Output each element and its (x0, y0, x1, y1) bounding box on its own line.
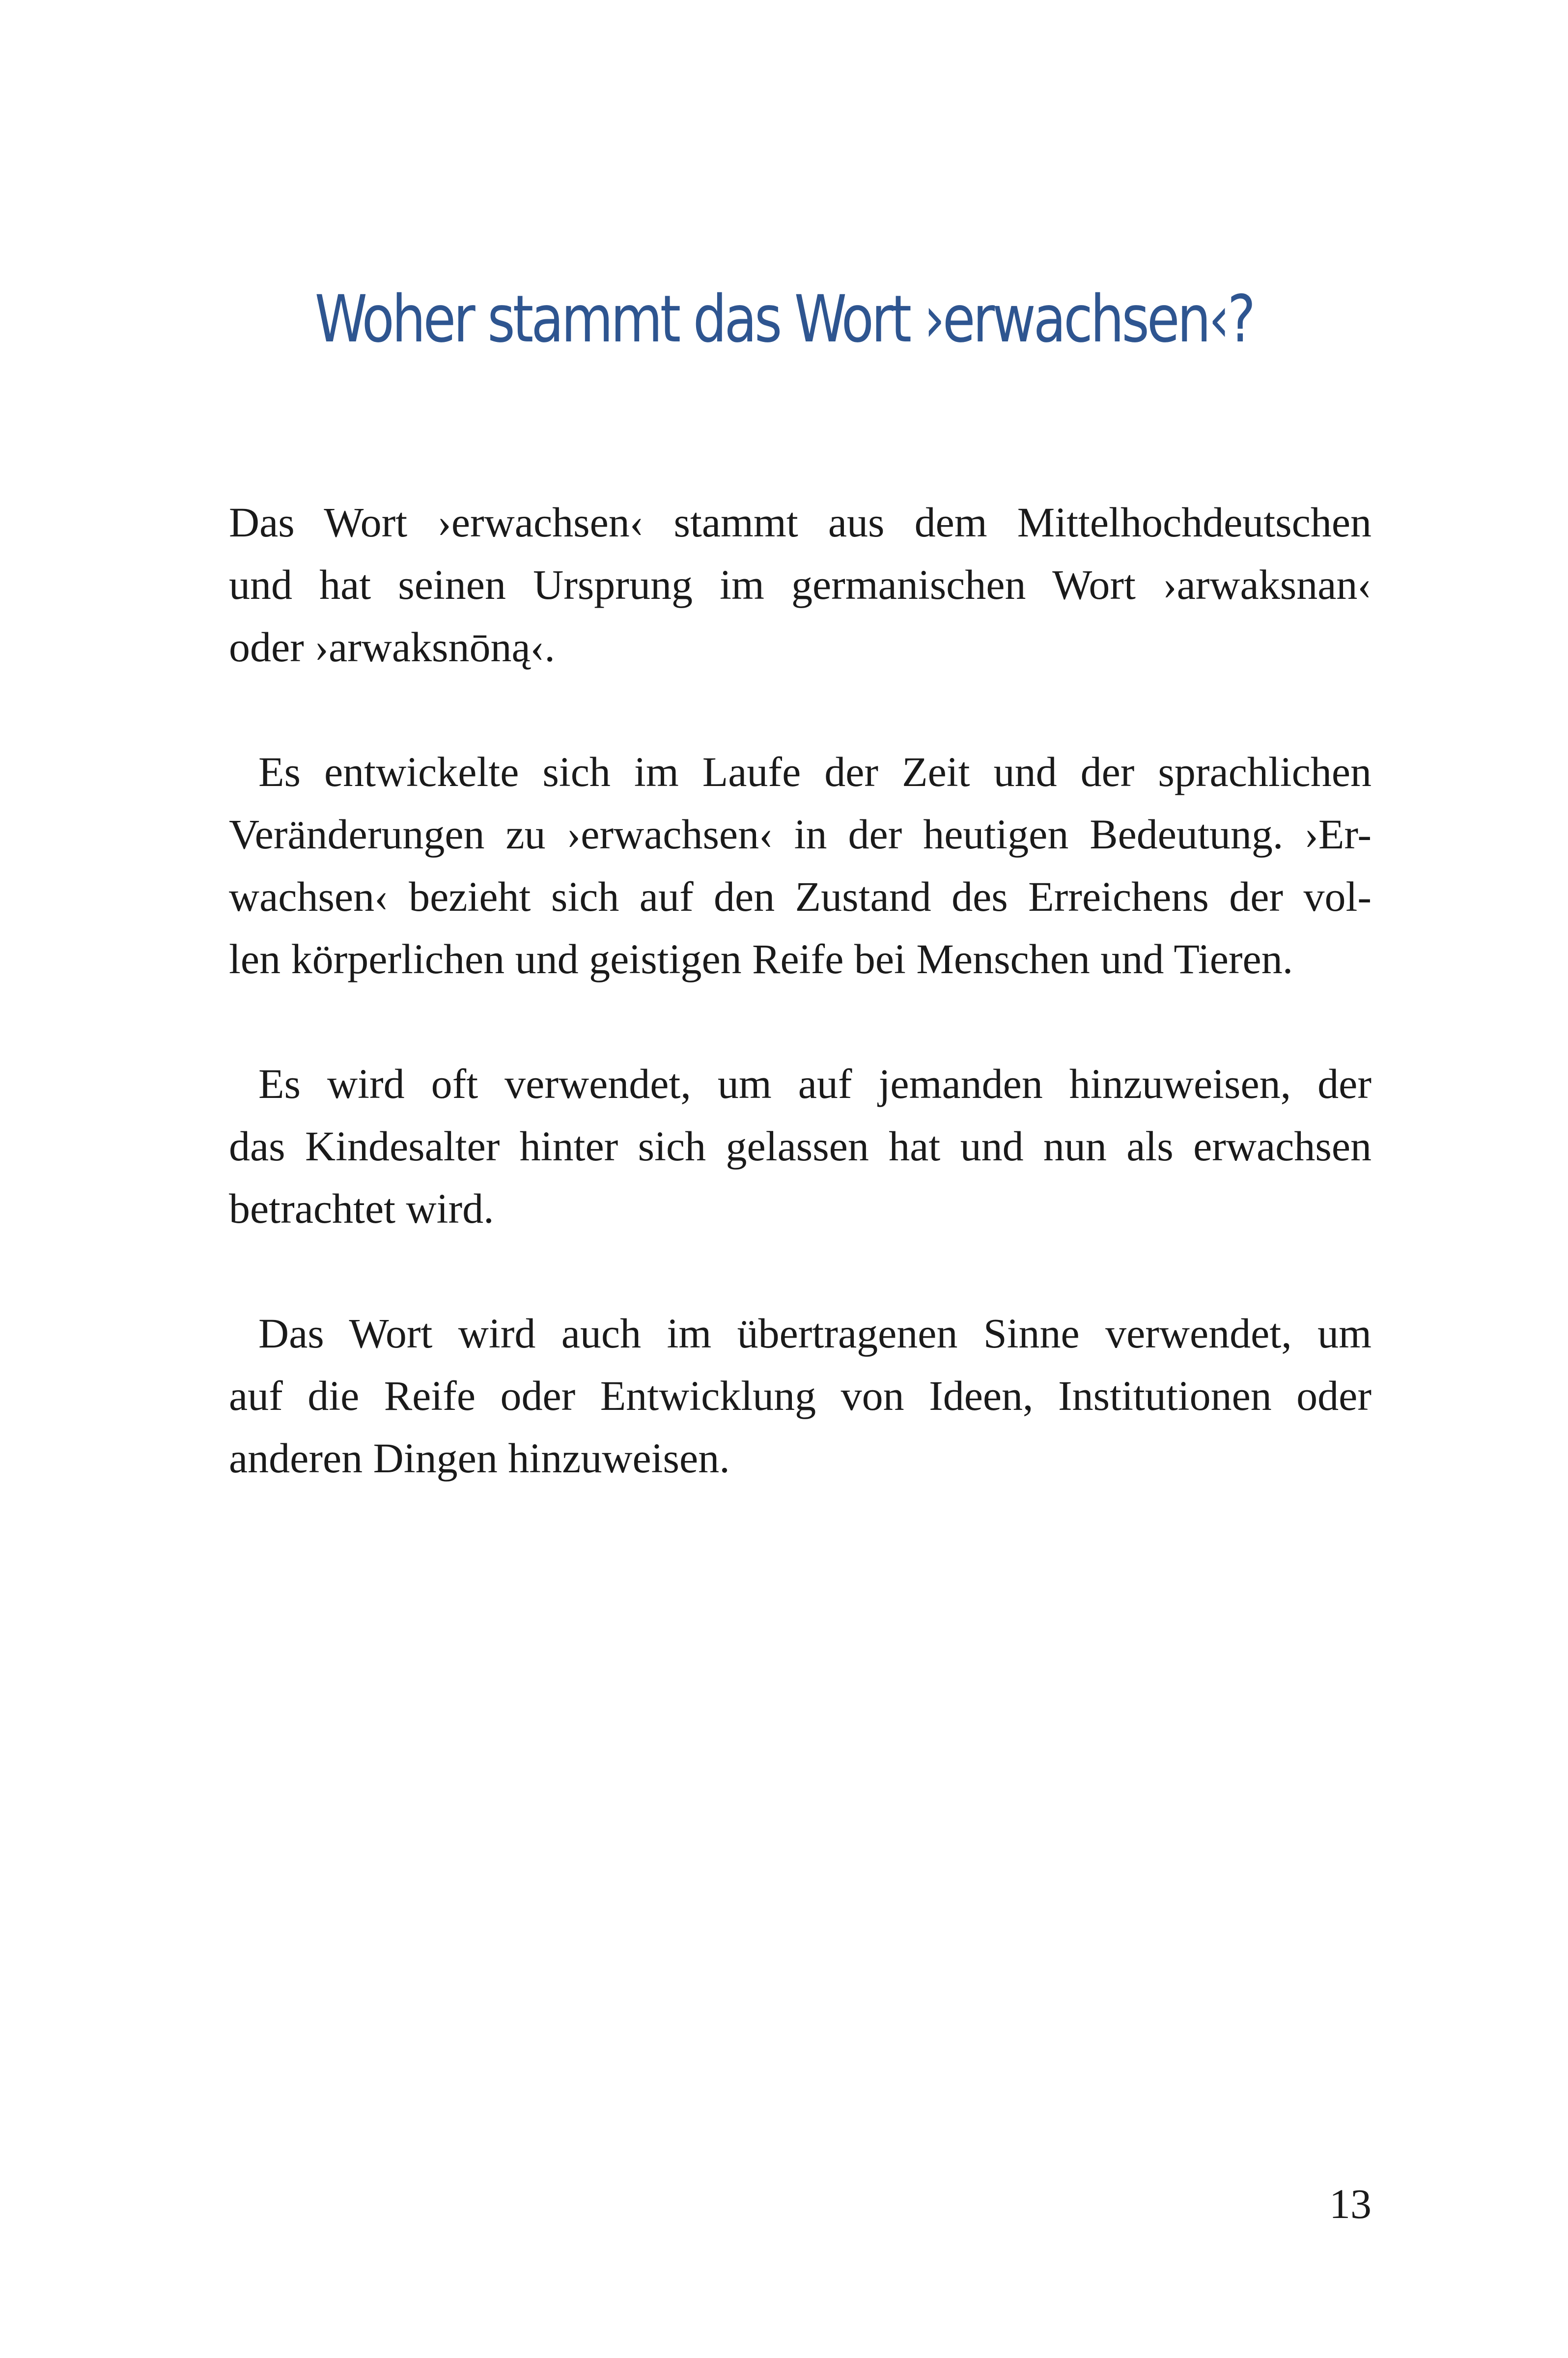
paragraph-line: Das Wort wird auch im übertragenen Sinne verwendet, um (258, 1310, 1372, 1357)
paragraph-line: Veränderungen zu ›erwachsen‹ in der heutigen Bedeutung. ›Er- (229, 811, 1372, 858)
paragraph-line: wachsen‹ bezieht sich auf den Zustand des Erreichens der vol- (229, 873, 1372, 920)
paragraph-line: betrachtet wird. (229, 1185, 494, 1232)
paragraph-line: oder ›arwaksnōną‹. (229, 623, 555, 671)
body-text (229, 491, 1372, 1489)
paragraph-line: das Kindesalter hinter sich gelassen hat und nun als erwachsen (229, 1123, 1372, 1170)
paragraph-line: Das Wort ›erwachsen‹ stammt aus dem Mittelhochdeutschen (229, 499, 1372, 546)
paragraph-line: Es entwickelte sich im Laufe der Zeit und der sprachlichen (258, 748, 1372, 795)
paragraph-line: anderen Dingen hinzuweisen. (229, 1434, 730, 1482)
paragraph-1 (229, 491, 1372, 678)
paragraph-line: Es wird oft verwendet, um auf jemanden hinzuweisen, der (258, 1060, 1372, 1107)
page-number: 13 (1329, 2180, 1372, 2227)
paragraph-line: len körperlichen und geistigen Reife bei Menschen und Tieren. (229, 935, 1293, 982)
paragraph-2 (229, 741, 1372, 990)
paragraph-3 (229, 1053, 1372, 1240)
paragraph-4 (229, 1302, 1372, 1489)
paragraph-line: und hat seinen Ursprung im germanischen Wort ›arwaksnan‹ (229, 561, 1372, 608)
paragraph-line: auf die Reife oder Entwicklung von Ideen, Institutionen oder (229, 1372, 1372, 1419)
chapter-heading: Woher stammt das Wort ›erwachsen‹? (314, 281, 1254, 357)
